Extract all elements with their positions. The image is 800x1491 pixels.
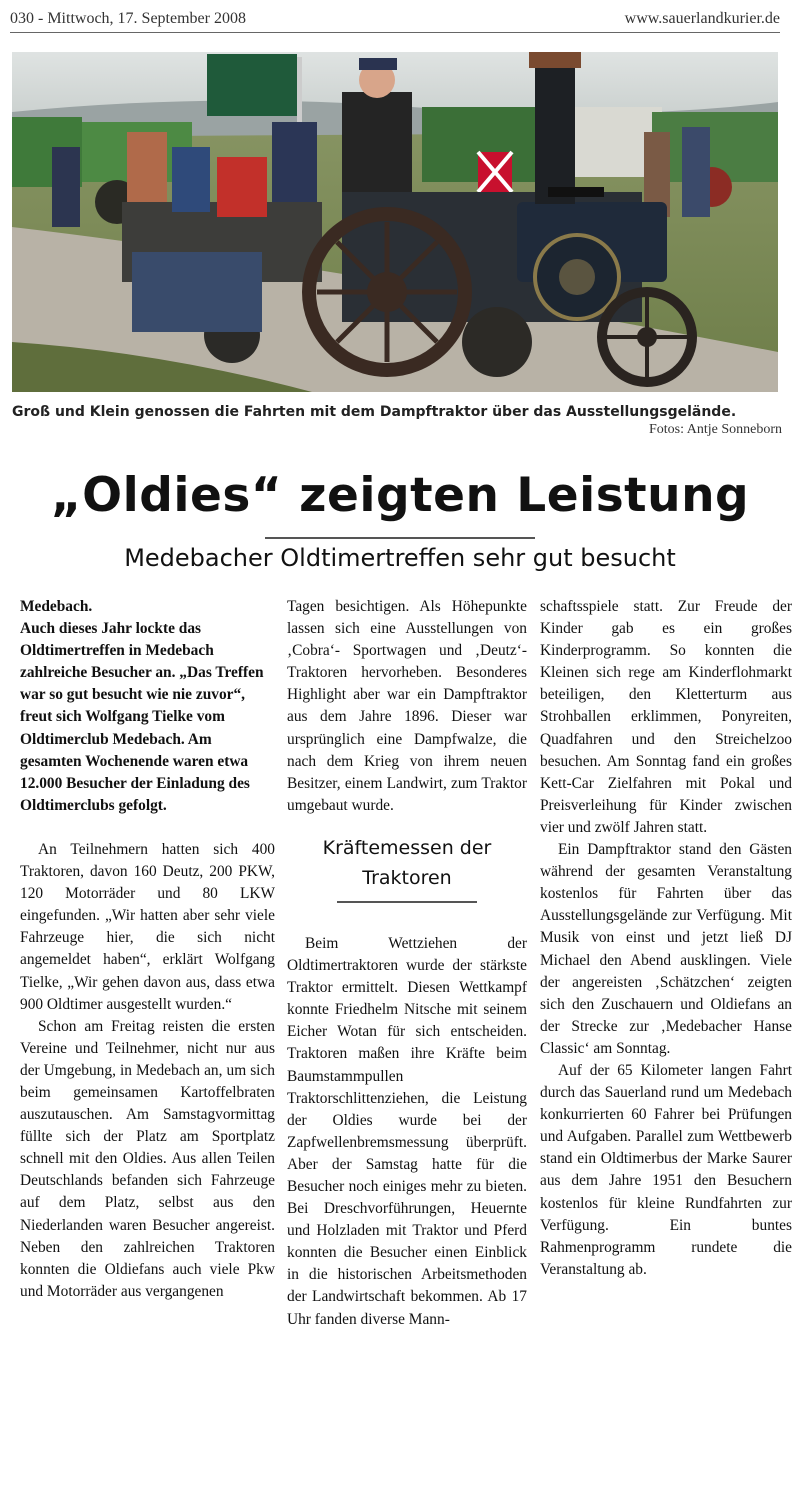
article-column-1 [20,596,275,1303]
body-paragraph: Schon am Freitag reisten die ersten Vereine und Teilnehmer, nicht nur aus der Umgebung, in Medebach an, um sich beim gemeinsamen Kartoffelbraten auszutauschen. Am Samstagvormittag füllte sich der Platz am Sportplatz schnell mit den Oldies. Aus allen Teilen Deutschlands befanden sich Fahrzeuge auf dem Platz, selbst aus den Niederlanden waren Besucher angereist. Neben den zahlreichen Traktoren konnten die Oldiefans auch viele Pkw und Motorräder aus vergangenen [20,1017,275,1300]
photo-credit: Fotos: Antje Sonneborn [648,422,782,437]
body-paragraph: An Teilnehmern hatten sich 400 Traktoren, davon 160 Deutz, 200 PKW, 120 Motorräder und 80 LKW eingefunden. „Wir hatten aber sehr viele Fahrzeuge hier, die sich nicht angemeldet haben“, erklärt Wolfgang Tielke, „Wir gehen davon aus, dass etwa 900 Oldtimer ausgestellt wurden.“ [20,840,275,1013]
photo-caption: Groß und Klein genossen die Fahrten mit dem Dampftraktor über das Ausstellungsgelände. [12,404,737,420]
body-paragraph: Tagen besichtigen. Als Höhepunkte lassen sich eine Ausstellungen von ‚Cobra‘- Sportwagen und ‚Deutz‘- Traktoren hervorheben. Besonderes Highlight aber war ein Dampftraktor aus dem Jahre 1896. Dieser war ursprünglich eine Dampfwalze, die nach dem Krieg von ihrem neuen Besitzer, einem Landwirt, zum Traktor umgebaut wurde. [287,598,527,814]
section-heading [287,833,527,903]
article-column-3 [540,596,792,1281]
dateline: Medebach. [20,598,93,615]
article-column-2 [287,596,527,1331]
body-paragraph: schaftsspiele statt. Zur Freude der Kinder gab es ein großes Kinderprogramm. So konnten die Kleinen sich rege am Kinderflohmarkt beteiligen, den Kletterturm aus Strohballen erklimmen, Ponyreiten, Quadfahren und den Streichelzoo besuchen. Am Sonntag fand ein großes Kett-Car Zielfahren mit Pokal und Preisverleihung für Kinder zwischen vier und zwölf Jahren statt. [540,598,792,836]
page-header [10,6,780,33]
headline: „Oldies“ zeigten Leistung [50,468,750,523]
section-heading-divider [337,901,477,903]
body-paragraph: Auf der 65 Kilometer langen Fahrt durch das Sauerland rund um Medebach konkurrierten 60 Fahrer bei Prüfungen und Aufgaben. Parallel zum Wettbewerb stand ein Oldtimerbus der Marke Saurer aus dem Jahre 1951 den Besuchern kostenlos für kleine Rundfahrten zur Verfügung. Ein buntes Rahmenprogramm rundete die Veranstaltung ab. [540,1061,792,1278]
body-paragraph: Ein Dampftraktor stand den Gästen während der gesamten Veranstaltung kostenlos für Fahrten über das Ausstellungsgelände zur Verfügung. Mit Musik von einst und jetzt ließ DJ Michael den Abend ausklingen. Viele der angereisten ‚Schätzchen‘ zeigten sich den Zuschauern und Oldiefans an der Strecke zur ‚Medebacher Hanse Classic‘ am Sonntag. [540,841,792,1057]
article-photo [12,52,778,392]
issue-date: 030 - Mittwoch, 17. September 2008 [10,10,246,27]
website-url: www.sauerlandkurier.de [624,10,780,27]
lead-paragraph: Auch dieses Jahr lockte das Oldtimertreffen in Medebach zahlreiche Besucher an. „Das Treffen war so gut besucht wie nie zuvor“, freut sich Wolfgang Tielke vom Oldtimerclub Medebach. Am gesamten Wochenende waren etwa 12.000 Besucher der Einladung des Oldtimerclubs gefolgt. [20,620,264,814]
steam-tractor-photo [12,52,778,392]
headline-divider [265,537,535,539]
subheadline: Medebacher Oldtimertreffen sehr gut besucht [124,544,676,572]
body-paragraph: Beim Wettziehen der Oldtimertraktoren wurde der stärkste Traktor ermittelt. Diesen Wettkampf konnte Friedhelm Nitsche mit seinem Eicher Wotan für sich entscheiden. Traktoren maßen ihre Kräfte beim Baumstammpullen Traktorschlittenziehen, die Leistung der Oldies wurde bei der Zapfwellenbremsmessung überprüft. Aber der Samstag hatte für die Besucher noch einiges mehr zu bieten. Bei Dreschvorführungen, Heuernte und Holzladen mit Traktor und Pferd konnten die Besucher einen Einblick in die historischen Arbeitsmethoden der Landwirtschaft bekommen. Ab 17 Uhr fanden diverse Mann- [287,934,527,1328]
section-heading-line-2: Traktoren [362,866,452,889]
section-heading-line-1: Kräftemessen der [322,836,492,859]
